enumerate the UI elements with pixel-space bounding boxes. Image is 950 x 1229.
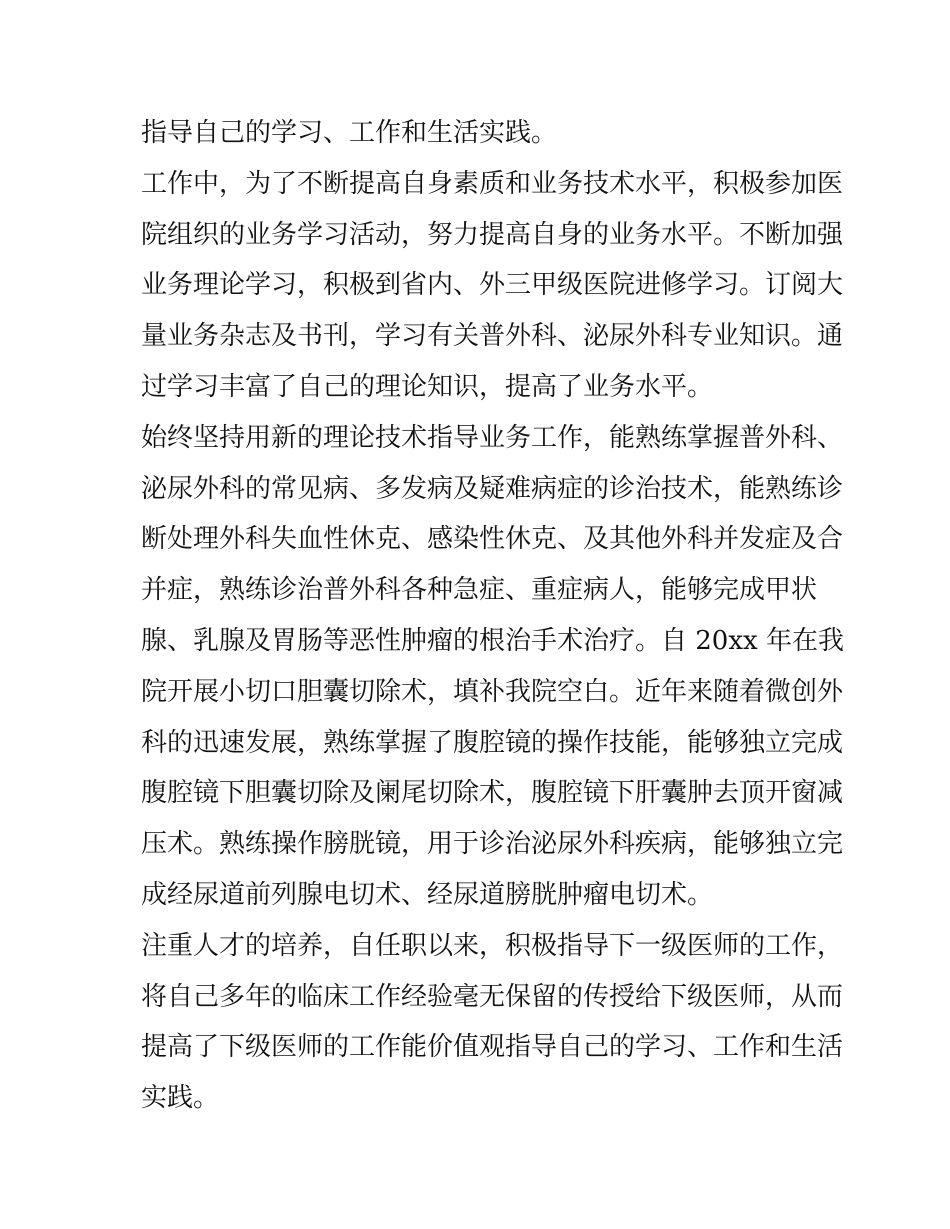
text-line: 提高了下级医师的工作能价值观指导自己的学习、工作和生活	[141, 1032, 844, 1063]
text-line: 工作中，为了不断提高自身素质和业务技术水平，积极参加医	[141, 168, 844, 199]
text-line: 过学习丰富了自己的理论知识，提高了业务水平。	[141, 371, 714, 402]
text-line: 指导自己的学习、工作和生活实践。	[141, 118, 558, 148]
text-line: 院组织的业务学习活动，努力提高自身的业务水平。不断加强	[141, 219, 844, 250]
text-line: 量业务杂志及书刊，学习有关普外科、泌尿外科专业知识。通	[141, 321, 844, 352]
text-line: 始终坚持用新的理论技术指导业务工作，能熟练掌握普外科、	[141, 422, 844, 453]
text-line: 将自己多年的临床工作经验毫无保留的传授给下级医师，从而	[141, 981, 844, 1012]
text-line: 业务理论学习，积极到省内、外三甲级医院进修学习。订阅大	[141, 270, 844, 301]
text-line: 科的迅速发展，熟练掌握了腹腔镜的操作技能，能够独立完成	[141, 727, 844, 758]
text-line: 并症，熟练诊治普外科各种急症、重症病人，能够完成甲状	[141, 575, 818, 606]
text-line: 腺、乳腺及胃肠等恶性肿瘤的根治手术治疗。自 20xx 年在我	[141, 625, 844, 656]
text-line: 压术。熟练操作膀胱镜，用于诊治泌尿外科疾病，能够独立完	[141, 829, 844, 860]
text-line: 断处理外科失血性休克、感染性休克、及其他外科并发症及合	[141, 524, 844, 555]
text-line: 注重人才的培养，自任职以来，积极指导下一级医师的工作，	[141, 930, 844, 961]
text-line: 院开展小切口胆囊切除术，填补我院空白。近年来随着微创外	[141, 676, 844, 707]
text-line: 实践。	[141, 1083, 220, 1114]
text-line: 泌尿外科的常见病、多发病及疑难病症的诊治技术，能熟练诊	[141, 473, 844, 504]
text-line: 腹腔镜下胆囊切除及阑尾切除术，腹腔镜下肝囊肿去顶开窗减	[141, 778, 844, 809]
document-body	[141, 108, 844, 1124]
text-line: 成经尿道前列腺电切术、经尿道膀胱肿瘤电切术。	[141, 879, 714, 910]
